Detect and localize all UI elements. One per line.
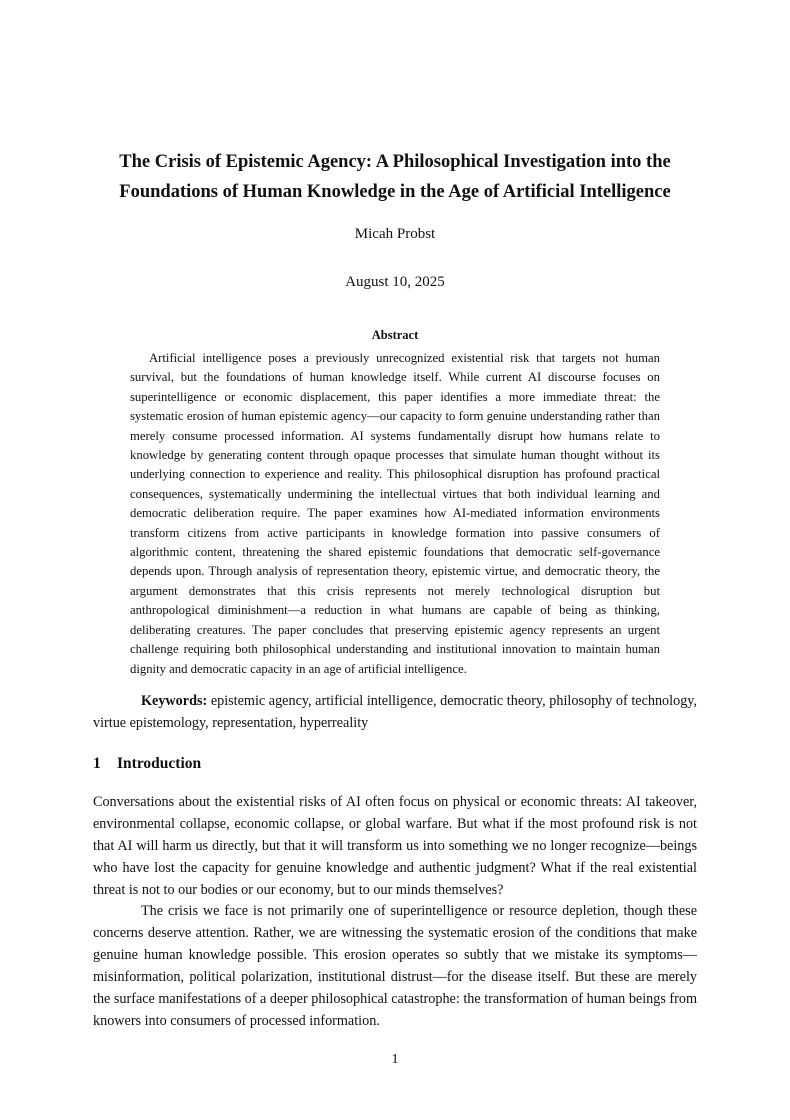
- abstract-body: Artificial intelligence poses a previously unrecognized existential risk that targets not human survival, but the foundations of human knowledge itself. While current AI discourse focuses on superintelligence or economic displacement, this paper identifies a more immediate threat: the systematic erosion of human epistemic agency—our capacity to form genuine understanding rather than merely consume processed information. AI systems fundamentally disrupt how humans relate to knowledge by generating content through opaque processes that simulate human thought without its underlying connection to experience and reality. This philosophical disruption has profound practical consequences, systematically undermining the intellectual virtues that both individual learning and democratic deliberation require. The paper examines how AI-mediated information environments transform citizens from active participants in knowledge formation into passive consumers of algorithmic content, threatening the shared epistemic foundations that democratic self-governance depends upon. Through analysis of representation theory, epistemic virtue, and democratic theory, the argument demonstrates that this crisis represents not merely technological disruption but anthropological diminishment—a reduction in what humans are capable of being as thinking, deliberating creatures. The paper concludes that preserving epistemic agency represents an urgent challenge requiring both philosophical understanding and institutional innovation to maintain human dignity and democratic capacity in an age of artificial intelligence.: [130, 351, 660, 676]
- author-name: Micah Probst: [354, 226, 436, 242]
- section-heading-introduction: [93, 755, 201, 773]
- keywords-text: epistemic agency, artificial intelligence, democratic theory, philosophy of technology, virtue epistemology, representation, hyperreality: [93, 693, 698, 731]
- paper-title-line-2: Foundations of Human Knowledge in the Age of Artificial Intelligence: [119, 182, 671, 202]
- page-number: 1: [391, 1052, 399, 1067]
- paper-title-line-1: The Crisis of Epistemic Agency: A Philosophical Investigation into the: [119, 152, 671, 172]
- intro-paragraph-2: The crisis we face is not primarily one of superintelligence or resource depletion, though these concerns deserve attention. Rather, we are witnessing the systematic erosion of the conditions that make genuine human knowledge possible. This erosion operates so subtly that we mistake its symptoms—misinformation, political polarization, institutional distrust—for the disease itself. But these are merely the surface manifestations of a deeper philosophical catastrophe: the transformation of human beings from knowers into consumers of processed information.: [93, 903, 697, 1029]
- section-title: Introduction: [117, 755, 202, 772]
- keywords-label: Keywords:: [141, 693, 208, 709]
- section-number: 1: [93, 755, 101, 772]
- keywords: [93, 690, 697, 734]
- abstract-heading: Abstract: [371, 328, 419, 342]
- publication-date: August 10, 2025: [345, 274, 445, 290]
- intro-paragraph-1: Conversations about the existential risks of AI often focus on physical or economic threats: AI takeover, environmental collapse, economic collapse, or global warfare. But what if the most profound risk is not that AI will harm us directly, but that it will transform us into something we no longer recognize—beings who have lost the capacity for genuine knowledge and authentic judgment? What if the real existential threat is not to our bodies or our economy, but to our minds themselves?: [93, 794, 697, 898]
